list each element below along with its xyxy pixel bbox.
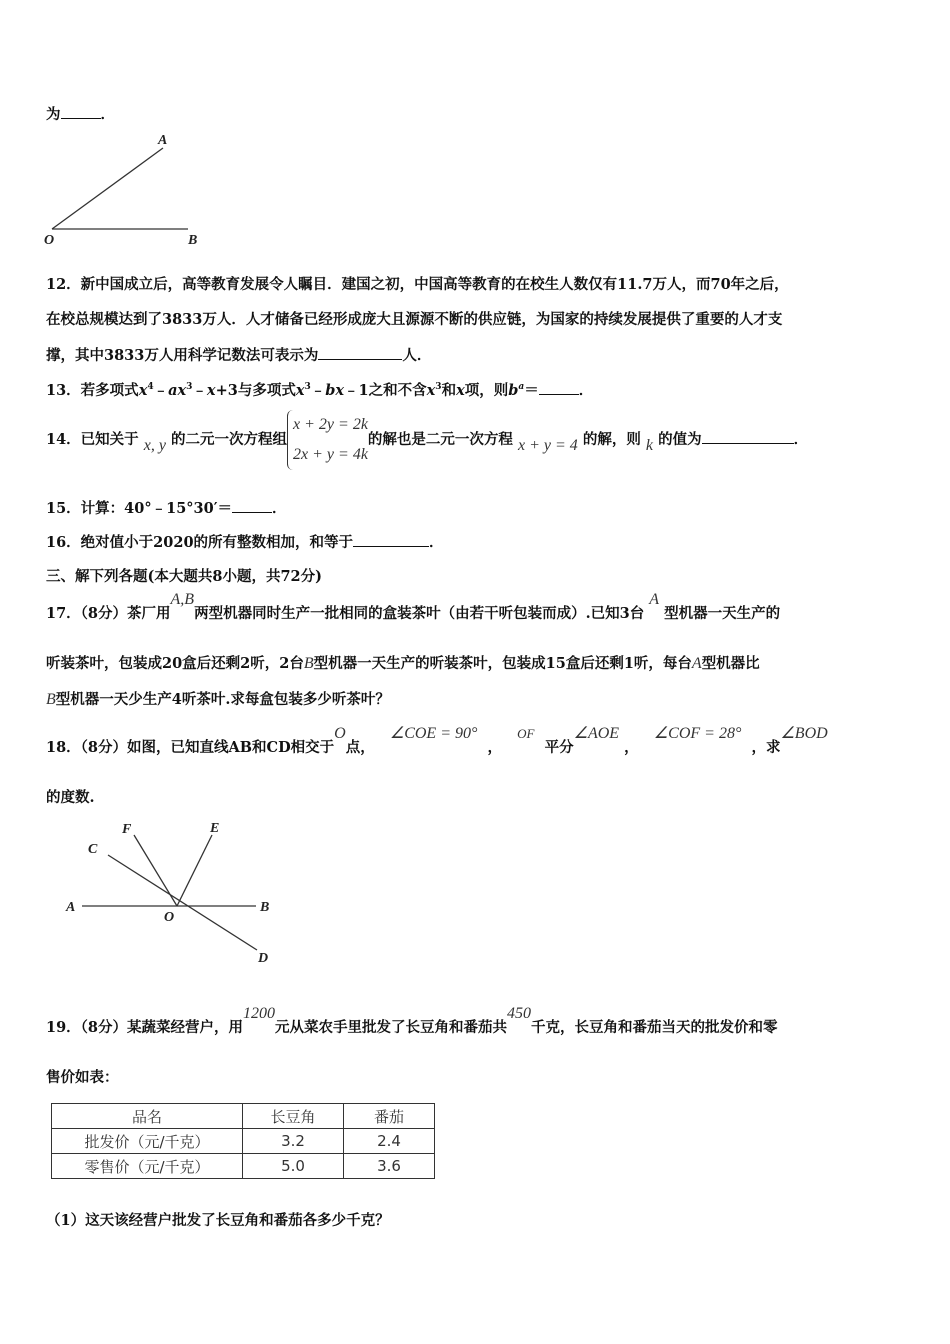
- q15-text: 15．计算：40°﹣15°30′＝: [46, 500, 233, 517]
- q17-line1: [46, 591, 781, 623]
- equation-system: [287, 410, 368, 470]
- q17-text: 型机器比: [701, 655, 760, 672]
- math-k: k: [645, 437, 654, 454]
- q13-text: 与多项式: [237, 382, 296, 399]
- answer-blank: [61, 106, 101, 119]
- table-cell: 3.6: [344, 1154, 435, 1179]
- label-a: A: [66, 900, 76, 915]
- q13: 13．若多项式$x^4﹣ax^3﹣x+3$与多项式$x^3﹣bx﹣1$之和不含$x^3$和x项，则$b^a=$ ．: [46, 382, 594, 399]
- q17-line3: [46, 688, 390, 709]
- table-row: [52, 1129, 435, 1154]
- q17-line2: [46, 652, 760, 673]
- q14-text: 的解，则: [582, 431, 641, 448]
- equation-3: x + y = 4: [517, 437, 578, 454]
- angle-aob-figure: [40, 128, 210, 250]
- q12-line3: [46, 344, 431, 365]
- q13-text: 项，则: [464, 382, 509, 399]
- q13-text: 和: [441, 382, 457, 399]
- math-o: O: [334, 725, 346, 742]
- label-e: E: [210, 821, 220, 836]
- label-b: B: [188, 233, 198, 248]
- table-header-row: [52, 1104, 435, 1129]
- math-ab: A,B: [170, 591, 195, 608]
- q14-text: 14．已知关于: [46, 431, 139, 448]
- q14-text: 的解也是二元一次方程: [367, 431, 513, 448]
- q11-text: 为: [46, 106, 61, 123]
- q12-line2: 在校总规模达到了3833万人．人才储备已经形成庞大且源源不断的供应链，为国家的持续发展提供了重要的人才支: [46, 311, 783, 328]
- math-angle-aoe: ∠AOE: [573, 725, 620, 742]
- q17-text: 两型机器同时生产一批相同的盒装茶叶（由若干听包装而成）.已知3台: [194, 605, 645, 622]
- q14: [46, 410, 808, 470]
- math-angle-bod: ∠BOD: [780, 725, 828, 742]
- q19-text: 19．（8分）某蔬菜经营户，用: [46, 1019, 244, 1036]
- q19-sub1: （1）这天该经营户批发了长豆角和番茄各多少千克？: [46, 1212, 390, 1229]
- q15: [46, 497, 287, 518]
- table-cell: 零售价（元/千克）: [52, 1154, 243, 1179]
- q13-text: ．: [578, 382, 594, 399]
- q16-text: ．: [429, 534, 444, 551]
- label-a: A: [158, 133, 168, 148]
- q11-tail: 为 ．: [46, 106, 115, 123]
- table-header: 番茄: [344, 1104, 435, 1129]
- math-450: 450: [507, 1005, 532, 1022]
- math-angle-cof: ∠COF = 28°: [653, 725, 742, 742]
- q17-text: 型机器一天少生产4听茶叶.求每盒包装多少听茶叶？: [55, 691, 390, 708]
- q18-text: 平分: [544, 739, 574, 756]
- table-header: 长豆角: [243, 1104, 344, 1129]
- answer-blank: [318, 347, 402, 360]
- math-a: A: [691, 655, 702, 672]
- q14-text: 的值为: [658, 431, 702, 448]
- math-xy: x, y: [143, 437, 166, 454]
- math-1200: 1200: [243, 1005, 276, 1022]
- equation-1: x + 2y = 2k: [293, 416, 368, 433]
- label-f: F: [122, 822, 132, 837]
- label-d: D: [258, 951, 269, 966]
- label-c: C: [88, 842, 98, 857]
- q18-text: 点，: [345, 739, 375, 756]
- q18-text: ，求: [751, 739, 781, 756]
- table-header: 品名: [52, 1104, 243, 1129]
- q14-text: ．: [793, 431, 809, 448]
- q19-line1: [46, 1005, 778, 1037]
- q12-text: 撑，其中3833万人用科学记数法可表示为: [46, 347, 319, 364]
- q12-text-end: 人．: [402, 347, 432, 364]
- answer-blank: [702, 431, 794, 444]
- intersecting-lines-figure: [60, 815, 280, 970]
- math-of: OF: [517, 726, 535, 741]
- q14-text: 的二元一次方程组: [171, 431, 288, 448]
- q18-text: 18．（8分）如图，已知直线AB和CD相交于: [46, 739, 335, 756]
- q12-line1: 12．新中国成立后，高等教育发展令人瞩目．建国之初，中国高等教育的在校生人数仅有11.7万人，而70年之后，: [46, 276, 789, 293]
- answer-blank: [539, 382, 579, 395]
- q18-line1: [46, 725, 828, 757]
- table-cell: 2.4: [344, 1129, 435, 1154]
- q17-text: 17．（8分）茶厂用: [46, 605, 171, 622]
- q17-text: 听装茶叶，包装成20盒后还剩2听，2台: [46, 655, 304, 672]
- answer-blank: [353, 534, 429, 547]
- math-b: B: [303, 655, 314, 672]
- table-cell: 批发价（元/千克）: [52, 1129, 243, 1154]
- q18-line2: 的度数.: [46, 789, 95, 806]
- q16-text: 16．绝对值小于2020的所有整数相加，和等于: [46, 534, 354, 551]
- section-3-heading: 三、解下列各题(本大题共8小题，共72分): [46, 568, 322, 585]
- q18-text: ，: [624, 739, 639, 756]
- table-cell: 3.2: [243, 1129, 344, 1154]
- q16: [46, 531, 444, 552]
- q13-text: 之和不含: [368, 382, 427, 399]
- q17-text: 型机器一天生产的听装茶叶，包装成15盒后还剩1听，每台: [313, 655, 692, 672]
- answer-blank: [232, 500, 272, 513]
- equation-2: 2x + y = 4k: [293, 446, 368, 463]
- table-row: [52, 1154, 435, 1179]
- label-o: O: [164, 910, 175, 925]
- q13-text: 13．若多项式: [46, 382, 139, 399]
- label-o: O: [44, 233, 55, 248]
- q19-text: 千克，长豆角和番茄当天的批发价和零: [531, 1019, 778, 1036]
- q15-text: ．: [272, 500, 287, 517]
- q18-text: ，: [487, 739, 503, 756]
- q19-text: 元从菜农手里批发了长豆角和番茄共: [275, 1019, 508, 1036]
- math-b: B: [46, 691, 56, 708]
- q13-text: ＝: [524, 382, 539, 399]
- label-b: B: [260, 900, 270, 915]
- math-a: A: [649, 591, 660, 608]
- q17-text: 型机器一天生产的: [664, 605, 781, 622]
- q19-line2: 售价如表：: [46, 1069, 119, 1086]
- price-table: [51, 1103, 435, 1179]
- table-cell: 5.0: [243, 1154, 344, 1179]
- math-angle-coe: ∠COE = 90°: [389, 725, 478, 742]
